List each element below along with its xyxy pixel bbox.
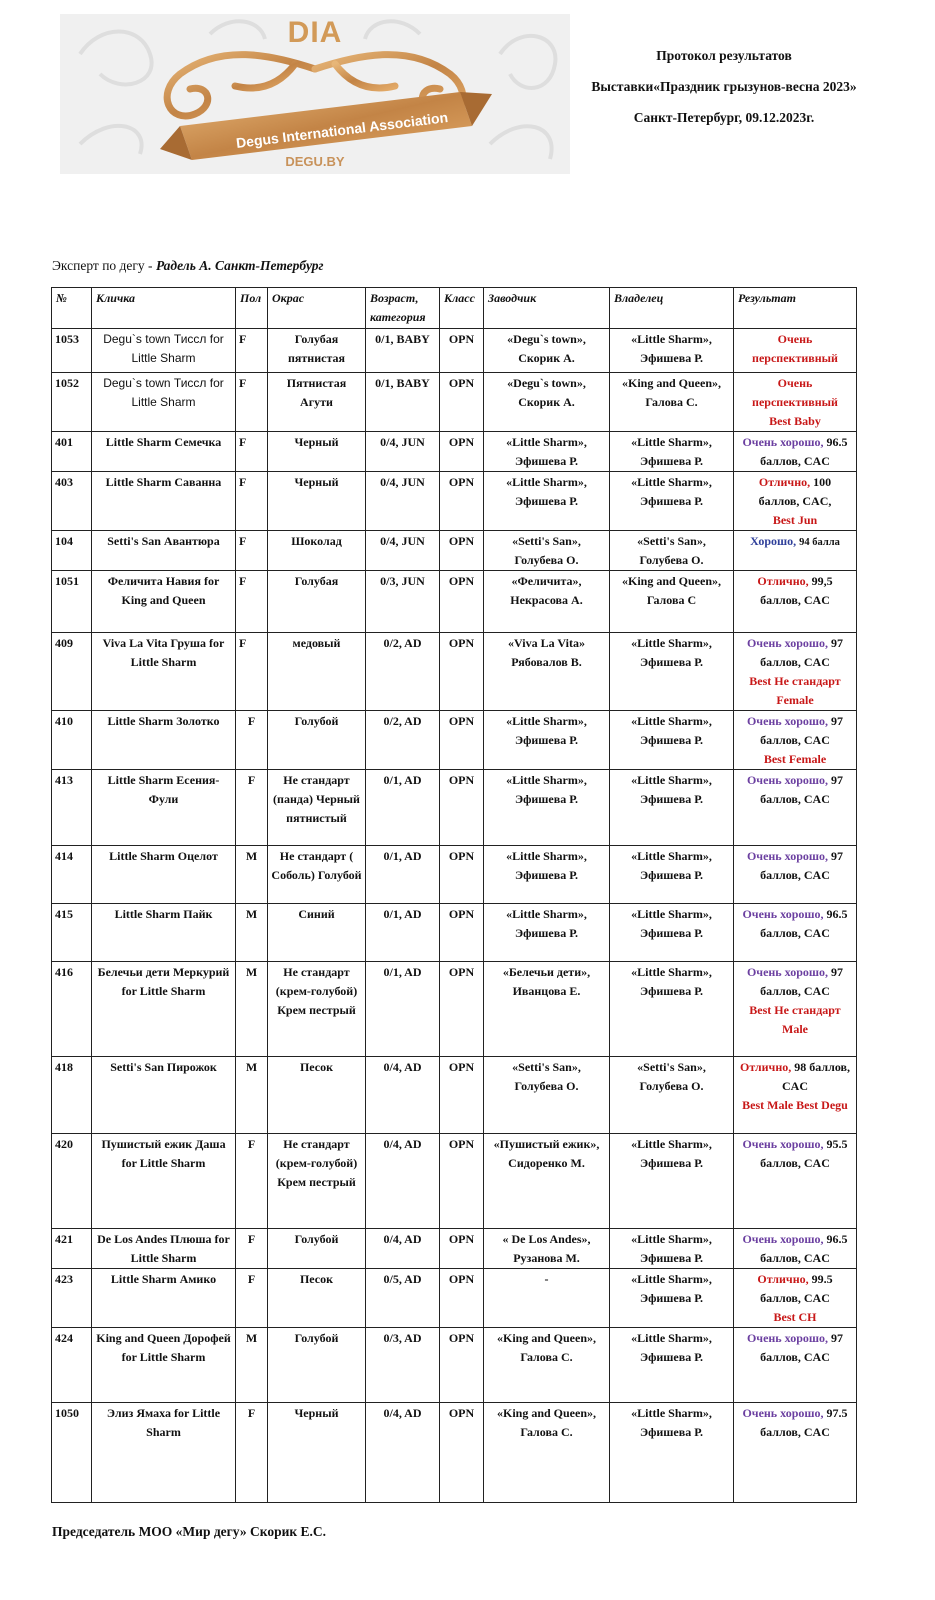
cell-sex: F bbox=[236, 770, 268, 846]
cell-breeder: «Little Sharm», Эфишева Р. bbox=[484, 770, 610, 846]
cell-class: OPN bbox=[440, 571, 484, 633]
cell-class: OPN bbox=[440, 1328, 484, 1403]
cell-name: Little Sharm Пайк bbox=[92, 904, 236, 962]
cell-color: Черный bbox=[268, 1403, 366, 1503]
cell-class: OPN bbox=[440, 1403, 484, 1503]
header-owner: Владелец bbox=[610, 288, 734, 329]
cell-age: 0/4, AD bbox=[366, 1057, 440, 1134]
cell-sex: F bbox=[236, 633, 268, 711]
result-score: 99,5 баллов, CAC bbox=[760, 574, 833, 607]
table-row bbox=[52, 904, 857, 962]
cell-age: 0/4, JUN bbox=[366, 531, 440, 571]
result-score: 97 баллов, CAC bbox=[760, 636, 844, 669]
cell-name: Setti's San Пирожок bbox=[92, 1057, 236, 1134]
cell-num: 424 bbox=[52, 1328, 92, 1403]
cell-num: 104 bbox=[52, 531, 92, 571]
cell-age: 0/1, BABY bbox=[366, 373, 440, 432]
result-grade: Отлично, bbox=[758, 475, 811, 489]
cell-name: King and Queen Дорофей for Little Sharm bbox=[92, 1328, 236, 1403]
cell-result bbox=[734, 1229, 857, 1269]
result-best-award: Best Male Best Degu bbox=[742, 1098, 848, 1112]
table-row bbox=[52, 1134, 857, 1229]
cell-sex: M bbox=[236, 846, 268, 904]
table-row bbox=[52, 846, 857, 904]
table-row bbox=[52, 531, 857, 571]
cell-color: Не стандарт (крем-голубой) Крем пестрый bbox=[268, 962, 366, 1057]
cell-breeder: «King and Queen», Галова С. bbox=[484, 1328, 610, 1403]
cell-result bbox=[734, 571, 857, 633]
result-score: 96.5 баллов, CAC bbox=[760, 907, 848, 940]
cell-breeder: «Little Sharm», Эфишева Р. bbox=[484, 711, 610, 770]
cell-sex: F bbox=[236, 1269, 268, 1328]
cell-num: 418 bbox=[52, 1057, 92, 1134]
cell-owner: «King and Queen», Галова С bbox=[610, 571, 734, 633]
cell-sex: M bbox=[236, 904, 268, 962]
table-row bbox=[52, 1057, 857, 1134]
cell-name: Setti's San Авантюра bbox=[92, 531, 236, 571]
result-score: 96.5 баллов, CAC bbox=[760, 435, 848, 468]
cell-owner: «Little Sharm», Эфишева Р. bbox=[610, 633, 734, 711]
header-color: Окрас bbox=[268, 288, 366, 329]
cell-sex: F bbox=[236, 711, 268, 770]
cell-sex: F bbox=[236, 571, 268, 633]
cell-color: Черный bbox=[268, 432, 366, 472]
result-best-award: Best Jun bbox=[772, 513, 818, 527]
cell-age: 0/4, AD bbox=[366, 1229, 440, 1269]
cell-color: Песок bbox=[268, 1057, 366, 1134]
cell-color: Песок bbox=[268, 1269, 366, 1328]
document-title bbox=[585, 46, 863, 127]
cell-breeder: «Setti's San», Голубева О. bbox=[484, 531, 610, 571]
cell-owner: «Little Sharm», Эфишева Р. bbox=[610, 1134, 734, 1229]
cell-owner: «Little Sharm», Эфишева Р. bbox=[610, 472, 734, 531]
cell-breeder: «Little Sharm», Эфишева Р. bbox=[484, 432, 610, 472]
cell-result bbox=[734, 531, 857, 571]
header-age: Возраст, категория bbox=[366, 288, 440, 329]
cell-class: OPN bbox=[440, 770, 484, 846]
result-score: 97 баллов, CAC bbox=[760, 849, 844, 882]
cell-num: 423 bbox=[52, 1269, 92, 1328]
cell-class: OPN bbox=[440, 1229, 484, 1269]
result-grade: Очень хорошо, bbox=[746, 636, 829, 650]
cell-age: 0/1, AD bbox=[366, 904, 440, 962]
cell-sex: F bbox=[236, 1229, 268, 1269]
result-grade: Отлично, bbox=[757, 574, 809, 588]
cell-age: 0/1, AD bbox=[366, 962, 440, 1057]
result-best-award: Best Female bbox=[763, 752, 827, 766]
cell-breeder: «King and Queen», Галова С. bbox=[484, 1403, 610, 1503]
cell-class: OPN bbox=[440, 962, 484, 1057]
cell-age: 0/4, AD bbox=[366, 1134, 440, 1229]
result-grade: Очень хорошо, bbox=[746, 849, 829, 863]
cell-owner: «Setti's San», Голубева О. bbox=[610, 531, 734, 571]
cell-name: Degu`s town Тиссл for Little Sharm bbox=[92, 329, 236, 373]
result-score: 98 баллов, CAC bbox=[782, 1060, 851, 1093]
cell-breeder: «Белечьи дети», Иванцова Е. bbox=[484, 962, 610, 1057]
result-grade: Очень хорошо, bbox=[742, 1232, 824, 1246]
cell-sex: F bbox=[236, 1403, 268, 1503]
cell-owner: «King and Queen», Галова С. bbox=[610, 373, 734, 432]
cell-owner: «Little Sharm», Эфишева Р. bbox=[610, 432, 734, 472]
cell-age: 0/3, JUN bbox=[366, 571, 440, 633]
result-grade: Очень перспективный bbox=[752, 376, 838, 409]
expert-line bbox=[52, 258, 324, 274]
result-best-award: Best CH bbox=[773, 1310, 817, 1324]
cell-owner: «Little Sharm», Эфишева Р. bbox=[610, 770, 734, 846]
cell-result bbox=[734, 329, 857, 373]
table-row bbox=[52, 1403, 857, 1503]
cell-age: 0/2, AD bbox=[366, 711, 440, 770]
cell-color: Голубой bbox=[268, 1328, 366, 1403]
cell-num: 410 bbox=[52, 711, 92, 770]
header-name: Кличка bbox=[92, 288, 236, 329]
cell-color: Шоколад bbox=[268, 531, 366, 571]
result-grade: Очень хорошо, bbox=[746, 965, 829, 979]
cell-owner: «Little Sharm», Эфишева Р. bbox=[610, 711, 734, 770]
cell-result bbox=[734, 770, 857, 846]
result-score: 97 баллов, CAC bbox=[760, 1331, 844, 1364]
title-line-3: Санкт-Петербург, 09.12.2023г. bbox=[633, 110, 815, 125]
cell-class: OPN bbox=[440, 1057, 484, 1134]
table-row bbox=[52, 962, 857, 1057]
cell-color: Не стандарт ( Соболь) Голубой bbox=[268, 846, 366, 904]
title-line-1: Протокол результатов bbox=[656, 48, 792, 63]
table-row bbox=[52, 472, 857, 531]
cell-result bbox=[734, 711, 857, 770]
result-score: 96.5 баллов, CAC bbox=[760, 1232, 848, 1265]
cell-name: Пушистый ежик Даша for Little Sharm bbox=[92, 1134, 236, 1229]
cell-name: Degu`s town Тиссл for Little Sharm bbox=[92, 373, 236, 432]
cell-result bbox=[734, 904, 857, 962]
cell-class: OPN bbox=[440, 472, 484, 531]
cell-color: Голубой bbox=[268, 1229, 366, 1269]
cell-breeder: «Little Sharm», Эфишева Р. bbox=[484, 904, 610, 962]
cell-color: Не стандарт (крем-голубой) Крем пестрый bbox=[268, 1134, 366, 1229]
cell-age: 0/2, AD bbox=[366, 633, 440, 711]
expert-label: Эксперт по дегу - bbox=[52, 258, 156, 273]
cell-breeder: «Little Sharm», Эфишева Р. bbox=[484, 472, 610, 531]
result-grade: Очень хорошо, bbox=[746, 714, 829, 728]
cell-result bbox=[734, 1134, 857, 1229]
result-grade: Хорошо, bbox=[750, 534, 797, 548]
footer-signature: Председатель МОО «Мир дегу» Скорик Е.С. bbox=[52, 1524, 327, 1539]
header-num: № bbox=[52, 288, 92, 329]
cell-owner: «Little Sharm», Эфишева Р. bbox=[610, 329, 734, 373]
cell-result bbox=[734, 373, 857, 432]
cell-class: OPN bbox=[440, 432, 484, 472]
cell-name: Белечьи дети Меркурий for Little Sharm bbox=[92, 962, 236, 1057]
cell-color: Пятнистая Агути bbox=[268, 373, 366, 432]
cell-age: 0/1, AD bbox=[366, 846, 440, 904]
cell-sex: F bbox=[236, 531, 268, 571]
logo-site: DEGU.BY bbox=[285, 154, 345, 169]
cell-name: Little Sharm Есения-Фули bbox=[92, 770, 236, 846]
cell-sex: M bbox=[236, 1328, 268, 1403]
cell-class: OPN bbox=[440, 846, 484, 904]
cell-age: 0/3, AD bbox=[366, 1328, 440, 1403]
cell-name: Феличита Навия for King and Queen bbox=[92, 571, 236, 633]
cell-age: 0/1, BABY bbox=[366, 329, 440, 373]
cell-class: OPN bbox=[440, 1134, 484, 1229]
cell-owner: «Setti's San», Голубева О. bbox=[610, 1057, 734, 1134]
cell-owner: «Little Sharm», Эфишева Р. bbox=[610, 962, 734, 1057]
result-score: 97 баллов, CAC bbox=[760, 714, 844, 747]
table-row bbox=[52, 1328, 857, 1403]
cell-num: 1052 bbox=[52, 373, 92, 432]
cell-result bbox=[734, 472, 857, 531]
cell-num: 416 bbox=[52, 962, 92, 1057]
cell-name: Little Sharm Золотко bbox=[92, 711, 236, 770]
table-row bbox=[52, 770, 857, 846]
title-line-2: Выставки«Праздник грызунов-весна 2023» bbox=[591, 79, 857, 94]
cell-color: Не стандарт (панда) Черный пятнистый bbox=[268, 770, 366, 846]
cell-owner: «Little Sharm», Эфишева Р. bbox=[610, 846, 734, 904]
cell-breeder: «Setti's San», Голубева О. bbox=[484, 1057, 610, 1134]
cell-num: 1053 bbox=[52, 329, 92, 373]
table-header-row bbox=[52, 288, 857, 329]
cell-class: OPN bbox=[440, 711, 484, 770]
table-row bbox=[52, 571, 857, 633]
result-grade: Очень хорошо, bbox=[742, 1406, 824, 1420]
cell-color: Голубая bbox=[268, 571, 366, 633]
table-row bbox=[52, 329, 857, 373]
cell-owner: «Little Sharm», Эфишева Р. bbox=[610, 1328, 734, 1403]
header-result: Результат bbox=[734, 288, 857, 329]
cell-result bbox=[734, 1057, 857, 1134]
result-score: 100 баллов, CAC, bbox=[758, 475, 832, 508]
cell-color: Черный bbox=[268, 472, 366, 531]
result-grade: Очень хорошо, bbox=[746, 773, 829, 787]
cell-breeder: «Феличита», Некрасова А. bbox=[484, 571, 610, 633]
result-grade: Отлично, bbox=[739, 1060, 792, 1074]
table-row bbox=[52, 711, 857, 770]
cell-owner: «Little Sharm», Эфишева Р. bbox=[610, 904, 734, 962]
cell-color: Голубая пятнистая bbox=[268, 329, 366, 373]
cell-num: 415 bbox=[52, 904, 92, 962]
result-score: 97.5 баллов, CAC bbox=[760, 1406, 848, 1439]
cell-breeder: - bbox=[484, 1269, 610, 1328]
table-row bbox=[52, 373, 857, 432]
cell-age: 0/1, AD bbox=[366, 770, 440, 846]
cell-result bbox=[734, 1269, 857, 1328]
cell-result bbox=[734, 1328, 857, 1403]
cell-class: OPN bbox=[440, 329, 484, 373]
cell-breeder: «Little Sharm», Эфишева Р. bbox=[484, 846, 610, 904]
dia-logo bbox=[60, 14, 570, 174]
result-best-award: Best Baby bbox=[769, 414, 821, 428]
cell-sex: F bbox=[236, 432, 268, 472]
result-grade: Очень хорошо, bbox=[742, 1137, 824, 1151]
result-score: 99.5 баллов, CAC bbox=[760, 1272, 833, 1305]
logo-mark: DIA bbox=[287, 16, 343, 49]
cell-sex: F bbox=[236, 329, 268, 373]
cell-num: 403 bbox=[52, 472, 92, 531]
table-row bbox=[52, 633, 857, 711]
result-grade: Очень перспективный bbox=[752, 332, 838, 365]
result-grade: Очень хорошо, bbox=[742, 907, 824, 921]
cell-num: 409 bbox=[52, 633, 92, 711]
result-best-award: Best Не стандарт Female bbox=[749, 674, 841, 707]
cell-name: Little Sharm Амико bbox=[92, 1269, 236, 1328]
logo-ribbon-text: Degus International Association bbox=[235, 109, 449, 151]
cell-result bbox=[734, 633, 857, 711]
cell-breeder: « De Los Andes», Рузанова М. bbox=[484, 1229, 610, 1269]
table-row bbox=[52, 432, 857, 472]
result-score: 97 баллов, CAC bbox=[760, 773, 844, 806]
cell-breeder: «Пушистый ежик», Сидоренко М. bbox=[484, 1134, 610, 1229]
cell-owner: «Little Sharm», Эфишева Р. bbox=[610, 1269, 734, 1328]
cell-class: OPN bbox=[440, 373, 484, 432]
cell-num: 401 bbox=[52, 432, 92, 472]
result-score: 94 балла bbox=[799, 537, 840, 548]
cell-breeder: «Degu`s town», Скорик А. bbox=[484, 329, 610, 373]
cell-owner: «Little Sharm», Эфишева Р. bbox=[610, 1403, 734, 1503]
cell-class: OPN bbox=[440, 904, 484, 962]
cell-name: Элиз Ямаха for Little Sharm bbox=[92, 1403, 236, 1503]
cell-age: 0/4, AD bbox=[366, 1403, 440, 1503]
cell-result bbox=[734, 432, 857, 472]
cell-name: De Los Andes Плюша for Little Sharm bbox=[92, 1229, 236, 1269]
cell-num: 420 bbox=[52, 1134, 92, 1229]
result-score: 97 баллов, CAC bbox=[760, 965, 844, 998]
header-sex: Пол bbox=[236, 288, 268, 329]
cell-sex: F bbox=[236, 472, 268, 531]
result-grade: Очень хорошо, bbox=[746, 1331, 829, 1345]
result-grade: Отлично, bbox=[757, 1272, 809, 1286]
cell-age: 0/4, JUN bbox=[366, 472, 440, 531]
table-row bbox=[52, 1229, 857, 1269]
cell-color: медовый bbox=[268, 633, 366, 711]
cell-num: 414 bbox=[52, 846, 92, 904]
cell-name: Little Sharm Саванна bbox=[92, 472, 236, 531]
cell-class: OPN bbox=[440, 1269, 484, 1328]
cell-num: 1051 bbox=[52, 571, 92, 633]
cell-result bbox=[734, 846, 857, 904]
header-class: Класс bbox=[440, 288, 484, 329]
cell-breeder: «Viva La Vita» Рябовалов В. bbox=[484, 633, 610, 711]
results-table bbox=[51, 287, 857, 1503]
cell-sex: M bbox=[236, 962, 268, 1057]
cell-owner: «Little Sharm», Эфишева Р. bbox=[610, 1229, 734, 1269]
cell-color: Голубой bbox=[268, 711, 366, 770]
cell-num: 421 bbox=[52, 1229, 92, 1269]
cell-result bbox=[734, 1403, 857, 1503]
cell-num: 1050 bbox=[52, 1403, 92, 1503]
expert-name: Радель А. Санкт-Петербург bbox=[155, 258, 324, 273]
cell-sex: F bbox=[236, 1134, 268, 1229]
cell-color: Синий bbox=[268, 904, 366, 962]
cell-class: OPN bbox=[440, 531, 484, 571]
result-grade: Очень хорошо, bbox=[742, 435, 824, 449]
result-score: 95.5 баллов, CAC bbox=[760, 1137, 848, 1170]
cell-sex: M bbox=[236, 1057, 268, 1134]
result-best-award: Best Не стандарт Male bbox=[749, 1003, 841, 1036]
cell-result bbox=[734, 962, 857, 1057]
cell-breeder: «Degu`s town», Скорик А. bbox=[484, 373, 610, 432]
cell-sex: F bbox=[236, 373, 268, 432]
cell-age: 0/4, JUN bbox=[366, 432, 440, 472]
table-row bbox=[52, 1269, 857, 1328]
cell-age: 0/5, AD bbox=[366, 1269, 440, 1328]
cell-name: Viva La Vita Груша for Little Sharm bbox=[92, 633, 236, 711]
header-breeder: Заводчик bbox=[484, 288, 610, 329]
cell-name: Little Sharm Оцелот bbox=[92, 846, 236, 904]
cell-num: 413 bbox=[52, 770, 92, 846]
cell-class: OPN bbox=[440, 633, 484, 711]
cell-name: Little Sharm Семечка bbox=[92, 432, 236, 472]
